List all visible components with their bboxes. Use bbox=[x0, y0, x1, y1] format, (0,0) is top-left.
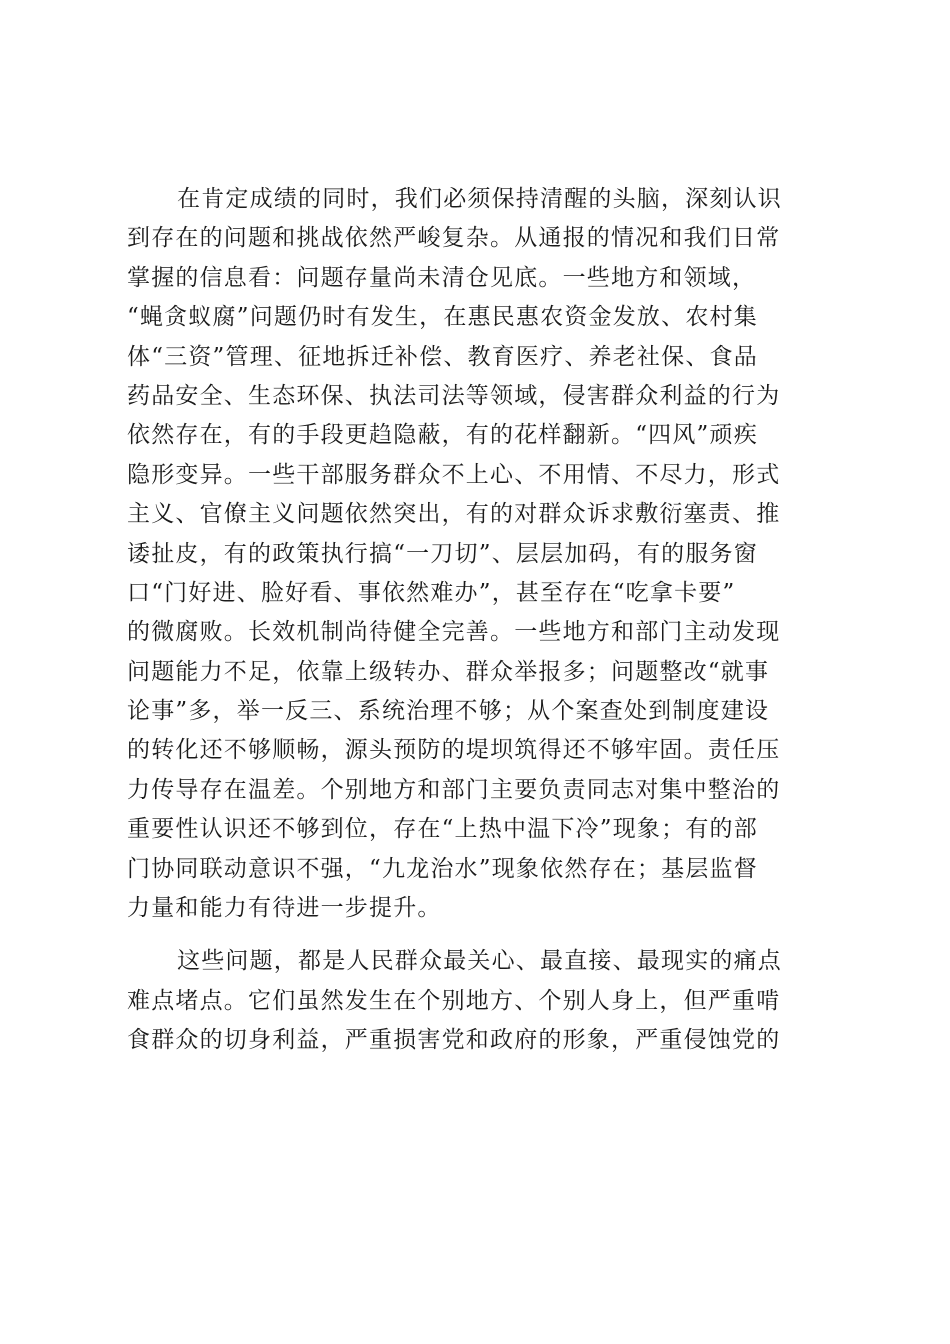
text-line: 食群众的切身利益，严重损害党和政府的形象，严重侵蚀党的 bbox=[127, 1027, 781, 1054]
text-line: 依然存在，有的手段更趋隐蔽，有的花样翻新。“四风”顽疾 bbox=[127, 422, 758, 449]
text-line: 在肯定成绩的同时，我们必须保持清醒的头脑，深刻认识 bbox=[177, 186, 782, 212]
text-line: 论事”多，举一反三、系统治理不够；从个案查处到制度建设 bbox=[127, 698, 770, 725]
text-line: 口“门好进、脸好看、事依然难办”，甚至存在“吃拿卡要” bbox=[127, 579, 736, 606]
text-line: 掌握的信息看：问题存量尚未清仓见底。一些地方和领域， bbox=[127, 264, 757, 291]
text-line: 这些问题，都是人民群众最关心、最直接、最现实的痛点 bbox=[177, 948, 782, 975]
text-line: 药品安全、生态环保、执法司法等领域，侵害群众利益的行为 bbox=[127, 382, 781, 409]
text-line: 力量和能力有待进一步提升。 bbox=[127, 895, 442, 922]
paragraph-2 bbox=[127, 942, 830, 1060]
text-line: 主义、官僚主义问题依然突出，有的对群众诉求敷衍塞责、推 bbox=[127, 501, 781, 528]
text-line: 重要性认识还不够到位，存在“上热中温下冷”现象；有的部 bbox=[127, 816, 758, 843]
text-line: “蝇贪蚁腐”问题仍时有发生，在惠民惠农资金发放、农村集 bbox=[127, 304, 758, 331]
document-body bbox=[127, 180, 830, 1061]
paragraph-spacer bbox=[127, 928, 830, 942]
text-line: 的转化还不够顺畅，源头预防的堤坝筑得还不够牢固。责任压 bbox=[127, 737, 781, 764]
text-line: 的微腐败。长效机制尚待健全完善。一些地方和部门主动发现 bbox=[127, 619, 781, 646]
text-line: 诿扯皮，有的政策执行搞“一刀切”、层层加码，有的服务窗 bbox=[127, 540, 758, 567]
text-line: 到存在的问题和挑战依然严峻复杂。从通报的情况和我们日常 bbox=[127, 225, 781, 252]
text-line: 隐形变异。一些干部服务群众不上心、不用情、不尽力，形式 bbox=[127, 461, 781, 488]
text-line: 问题能力不足，依靠上级转办、群众举报多；问题整改“就事 bbox=[127, 658, 770, 685]
text-line: 难点堵点。它们虽然发生在个别地方、个别人身上，但严重啃 bbox=[127, 987, 781, 1014]
text-line: 体“三资”管理、征地拆迁补偿、教育医疗、养老社保、食品 bbox=[127, 343, 758, 370]
paragraph-1 bbox=[127, 180, 830, 928]
text-line: 门协同联动意识不强，“九龙治水”现象依然存在；基层监督 bbox=[127, 855, 758, 882]
text-line: 力传导存在温差。个别地方和部门主要负责同志对集中整治的 bbox=[127, 776, 781, 803]
